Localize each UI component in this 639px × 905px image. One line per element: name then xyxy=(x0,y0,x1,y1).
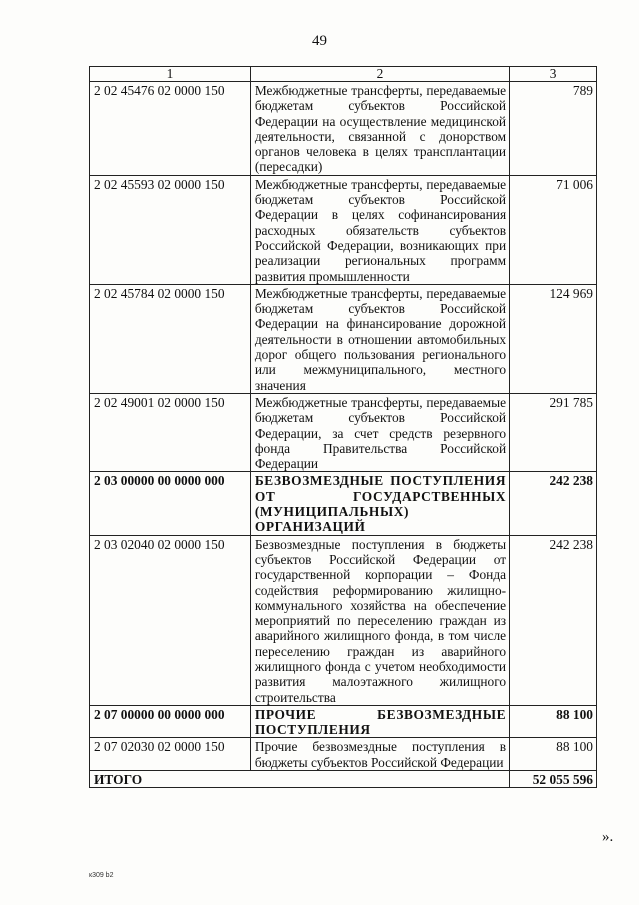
amount-cell: 124 969 xyxy=(510,284,597,393)
closing-quote: ». xyxy=(602,829,614,845)
amount-cell: 242 238 xyxy=(510,472,597,535)
amount-cell: 789 xyxy=(510,82,597,176)
code-cell: 2 07 02030 02 0000 150 xyxy=(90,738,251,771)
description-cell: БЕЗВОЗМЕЗДНЫЕ ПОСТУПЛЕНИЯ ОТ ГОСУДАРСТВЕННЫХ (МУНИЦИПАЛЬНЫХ) ОРГАНИЗАЦИЙ xyxy=(250,472,509,535)
amount-cell: 291 785 xyxy=(510,393,597,471)
code-cell: 2 07 00000 00 0000 000 xyxy=(90,705,251,738)
table-row xyxy=(90,284,597,393)
description-cell: Межбюджетные трансферты, передаваемые бюджетам субъектов Российской Федерации, за счет средств резервного фонда Правительства Российской Федерации xyxy=(250,393,509,471)
description-cell: ПРОЧИЕ БЕЗВОЗМЕЗДНЫЕ ПОСТУПЛЕНИЯ xyxy=(250,705,509,738)
page-number: 49 xyxy=(312,33,327,49)
total-label: ИТОГО xyxy=(90,771,510,788)
code-cell: 2 02 49001 02 0000 150 xyxy=(90,393,251,471)
total-amount: 52 055 596 xyxy=(510,771,597,788)
column-header-description: 2 xyxy=(250,67,509,82)
amount-cell: 242 238 xyxy=(510,535,597,705)
description-cell: Прочие безвозмездные поступления в бюджеты субъектов Российской Федерации xyxy=(250,738,509,771)
table-section-row xyxy=(90,705,597,738)
table-header-row xyxy=(90,67,597,82)
code-cell: 2 03 00000 00 0000 000 xyxy=(90,472,251,535)
table-row xyxy=(90,175,597,284)
table-row xyxy=(90,535,597,705)
table-row xyxy=(90,393,597,471)
description-cell: Межбюджетные трансферты, передаваемые бюджетам субъектов Российской Федерации в целях софинансирования расходных обязательств субъектов Российской Федерации, возникающих при реализации региональных программ развития промышленности xyxy=(250,175,509,284)
code-cell: 2 02 45476 02 0000 150 xyxy=(90,82,251,176)
description-cell: Безвозмездные поступления в бюджеты субъектов Российской Федерации от государственной корпорации – Фонда содействия реформированию жилищно-коммунального хозяйства на обеспечение мероприятий по переселению граждан из аварийного жилищного фонда, в том числе переселению граждан из аварийного жилищного фонда с учетом необходимости развития малоэтажного жилищного строительства xyxy=(250,535,509,705)
amount-cell: 71 006 xyxy=(510,175,597,284)
table-section-row xyxy=(90,472,597,535)
table-total-row xyxy=(90,771,597,788)
amount-cell: 88 100 xyxy=(510,705,597,738)
table-row xyxy=(90,82,597,176)
footer-code: к309 b2 xyxy=(89,872,114,879)
table-row xyxy=(90,738,597,771)
budget-revenue-table xyxy=(89,66,597,788)
description-cell: Межбюджетные трансферты, передаваемые бюджетам субъектов Российской Федерации на осуществление медицинской деятельности, связанной с донорством органов человека в целях трансплантации (пересадки) xyxy=(250,82,509,176)
column-header-amount: 3 xyxy=(510,67,597,82)
column-header-code: 1 xyxy=(90,67,251,82)
amount-cell: 88 100 xyxy=(510,738,597,771)
code-cell: 2 02 45593 02 0000 150 xyxy=(90,175,251,284)
description-cell: Межбюджетные трансферты, передаваемые бюджетам субъектов Российской Федерации на финансирование дорожной деятельности в отношении автомобильных дорог общего пользования регионального или межмуниципального, местного значения xyxy=(250,284,509,393)
code-cell: 2 03 02040 02 0000 150 xyxy=(90,535,251,705)
code-cell: 2 02 45784 02 0000 150 xyxy=(90,284,251,393)
